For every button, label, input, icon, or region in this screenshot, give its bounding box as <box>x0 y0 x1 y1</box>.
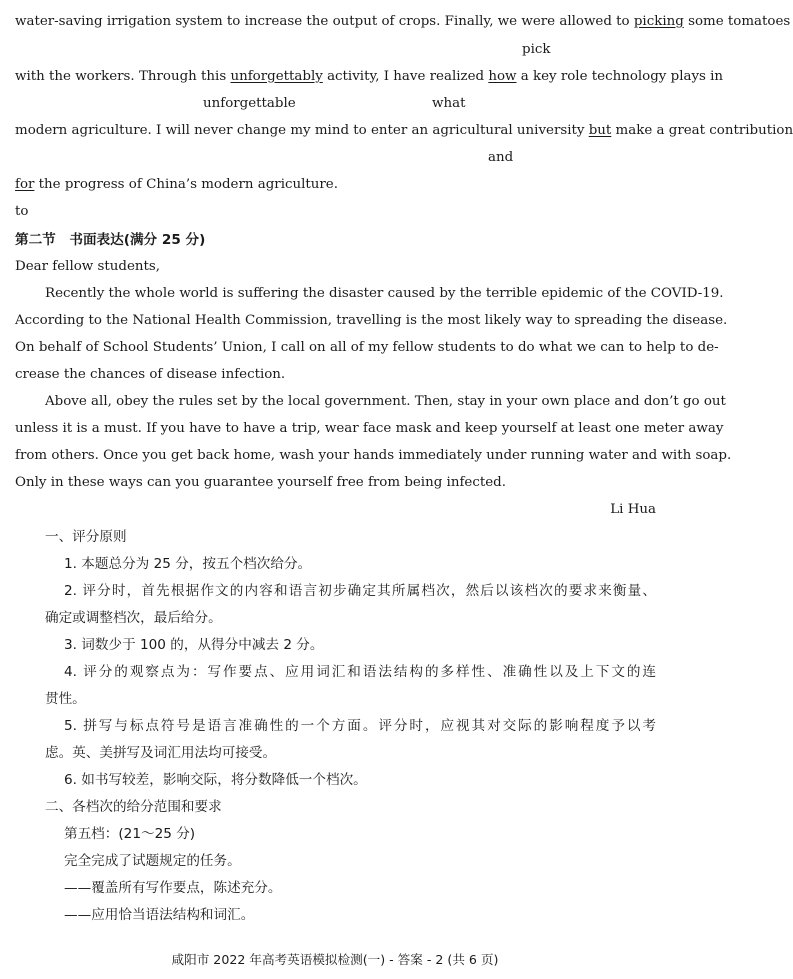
text-segment: with the workers. Through this <box>15 69 231 84</box>
principle-2: 2. 评分时，首先根据作文的内容和语言初步确定其所属档次，然后以该档次的要求来衡量、 <box>64 583 656 599</box>
correction-line-3 <box>15 122 793 140</box>
level5-title: 第五档：(21～25 分) <box>64 826 196 842</box>
principle-3: 3. 词数少于 100 的，从得分中减去 2 分。 <box>64 637 324 653</box>
text-segment: some tomatoes <box>683 14 791 29</box>
correction-to: to <box>15 204 29 219</box>
principle-4-cont: 贯性。 <box>45 691 86 707</box>
correction-line-2 <box>15 68 724 86</box>
section2-title: 第二节 书面表达(满分 25 分) <box>15 232 206 248</box>
essay-line-2: According to the National Health Commission, travelling is the most likely way to spreading the disease. <box>15 313 728 328</box>
level5-desc: 完全完成了试题规定的任务。 <box>64 853 241 869</box>
essay-line-5: Above all, obey the rules set by the local government. Then, stay in your own place and don’t go out <box>45 394 726 409</box>
principle-2-cont: 确定或调整档次，最后给分。 <box>45 610 222 626</box>
correction-what: what <box>432 96 466 111</box>
text-segment: water-saving irrigation system to increase the output of crops. Finally, we were allowed to <box>15 14 634 29</box>
correction-pick: pick <box>522 42 551 57</box>
principle-5: 5. 拼写与标点符号是语言准确性的一个方面。评分时，应视其对交际的影响程度予以考 <box>64 718 656 734</box>
text-segment: modern agriculture. I will never change my mind to enter an agricultural university <box>15 123 589 138</box>
text-segment: a key role technology plays in <box>516 69 724 84</box>
correction-line-1 <box>15 13 791 31</box>
level5-point-2: ——应用恰当语法结构和词汇。 <box>64 907 255 923</box>
text-segment: activity, I have realized <box>322 69 489 84</box>
principle-4: 4. 评分的观察点为：写作要点、应用词汇和语法结构的多样性、准确性以及上下文的连 <box>64 664 656 680</box>
principles-title: 一、评分原则 <box>45 529 127 545</box>
essay-greeting: Dear fellow students, <box>15 259 161 274</box>
essay-line-4: crease the chances of disease infection. <box>15 367 286 382</box>
marked-word: picking <box>633 14 684 29</box>
page-footer: 咸阳市 2022 年高考英语模拟检测(一) - 答案 - 2 (共 6 页) <box>171 952 499 967</box>
essay-signature: Li Hua <box>610 502 656 517</box>
level5-point-1: ——覆盖所有写作要点，陈述充分。 <box>64 880 282 896</box>
essay-line-6: unless it is a must. If you have to have a trip, wear face mask and keep yourself at least one meter away <box>15 421 724 436</box>
correction-line-4 <box>15 176 656 194</box>
levels-title: 二、各档次的给分范围和要求 <box>45 799 222 815</box>
marked-word: for <box>15 177 35 192</box>
text-segment: the progress of China’s modern agriculture. <box>34 177 338 192</box>
marked-word: unforgettably <box>230 69 323 84</box>
essay-line-8: Only in these ways can you guarantee yourself free from being infected. <box>15 475 506 490</box>
marked-word: how <box>488 69 517 84</box>
marked-word: but <box>588 123 612 138</box>
principle-5-cont: 虑。英、美拼写及词汇用法均可接受。 <box>45 745 277 761</box>
essay-line-3: On behalf of School Students’ Union, I call on all of my fellow students to do what we can to help to de- <box>15 340 719 355</box>
essay-line-7: from others. Once you get back home, wash your hands immediately under running water and with soap. <box>15 448 732 463</box>
essay-line-1: Recently the whole world is suffering the disaster caused by the terrible epidemic of the COVID-19. <box>45 286 724 301</box>
principle-6: 6. 如书写较差，影响交际，将分数降低一个档次。 <box>64 772 367 788</box>
principle-1: 1. 本题总分为 25 分，按五个档次给分。 <box>64 556 312 572</box>
correction-and: and <box>488 150 514 165</box>
correction-unforgettable: unforgettable <box>203 96 296 111</box>
text-segment: make a great contribution <box>611 123 793 138</box>
